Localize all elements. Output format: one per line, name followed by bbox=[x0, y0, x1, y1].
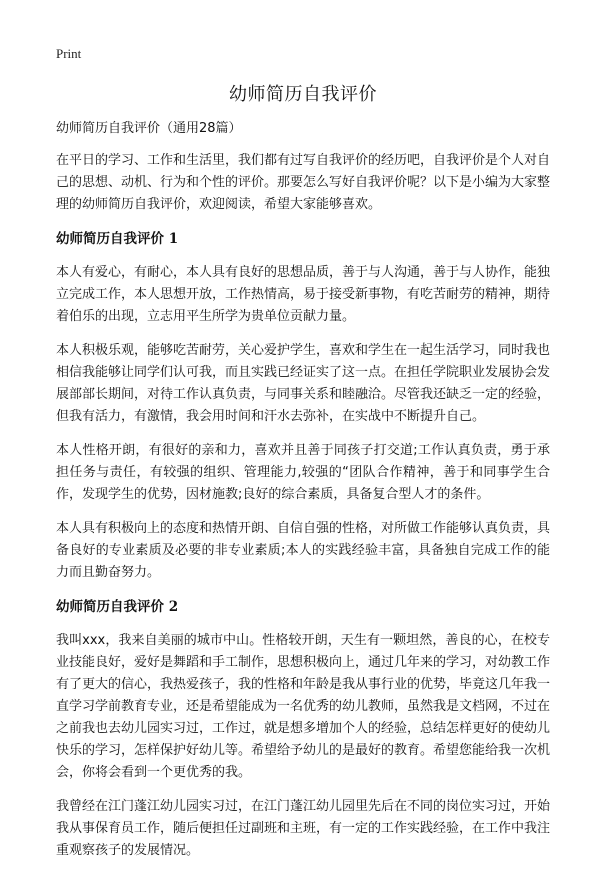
document-body bbox=[56, 118, 550, 874]
section-heading: 幼师简历自我评价 2 bbox=[56, 599, 179, 615]
document-subtitle: 幼师简历自我评价（通用28篇） bbox=[56, 121, 242, 136]
section-heading: 幼师简历自我评价 1 bbox=[56, 231, 179, 247]
section-2-paragraph-1: 我叫xxx，我来自美丽的城市中山。性格较开朗，天生有一颗坦然，善良的心，在校专业技能良好，爱好是舞蹈和手工制作，思想积极向上，通过几年来的学习，对幼教工作有了更大的信心，我热爱孩子，我的性格和年龄是我从事行业的优势，毕竟这几年我一直学习学前教育专业，还是希望能成为一名优秀的幼儿教师，虽然我是文档网，不过在之前我也去幼儿园实习过，工作过，就是想多增加个人的经验，总结怎样更好的使幼儿快乐的学习，怎样保护好幼儿等。希望给予幼儿的是最好的教育。希望您能给我一次机会，你将会看到一个更优秀的我。 bbox=[56, 633, 551, 780]
section-2-paragraph-2: 我曾经在江门蓬江幼儿园实习过，在江门蓬江幼儿园里先后在不同的岗位实习过，开始我从事保育员工作，随后便担任过副班和主班，有一定的工作实践经验，在工作中我注重观察孩子的发展情况。 bbox=[56, 799, 551, 858]
section-1-paragraph-3: 本人性格开朗，有很好的亲和力，喜欢并且善于同孩子打交道;工作认真负责，勇于承担任务与责任，有较强的组织、管理能力,较强的“团队合作精神，善于和同事学生合作，发现学生的优势，因材施教;良好的综合素质，具备复合型人才的条件。 bbox=[56, 443, 550, 502]
section-1-paragraph-2: 本人积极乐观，能够吃苦耐劳，关心爱护学生，喜欢和学生在一起生活学习，同时我也相信我能够让同学们认可我，而且实践已经证实了这一点。在担任学院职业发展协会发展部部长期间，对待工作认真负责，与同事关系和睦融洽。尽管我还缺乏一定的经验，但我有活力，有激情，我会用时间和汗水去弥补，在实战中不断提升自己。 bbox=[56, 343, 551, 424]
document-page bbox=[56, 0, 551, 858]
section-1-paragraph-4: 本人具有积极向上的态度和热情开朗、自信自强的性格，对所做工作能够认真负责，具备良好的专业素质及必要的非专业素质;本人的实践经验丰富，具备独自完成工作的能力而且勤奋努力。 bbox=[56, 521, 551, 580]
print-link[interactable]: Print bbox=[56, 46, 82, 61]
section-1-paragraph-1: 本人有爱心，有耐心，本人具有良好的思想品质，善于与人沟通，善于与人协作，能独立完成工作，本人思想开放，工作热情高，易于接受新事物，有吃苦耐劳的精神，期待着伯乐的出现，立志用平生所学为贵单位贡献力量。 bbox=[56, 265, 551, 324]
intro-paragraph: 在平日的学习、工作和生活里，我们都有过写自我评价的经历吧，自我评价是个人对自己的思想、动机、行为和个性的评价。那要怎么写好自我评价呢？以下是小编为大家整理的幼师简历自我评价，欢迎阅读，希望大家能够喜欢。 bbox=[56, 153, 551, 212]
document-title: 幼师简历自我评价 bbox=[229, 84, 377, 105]
